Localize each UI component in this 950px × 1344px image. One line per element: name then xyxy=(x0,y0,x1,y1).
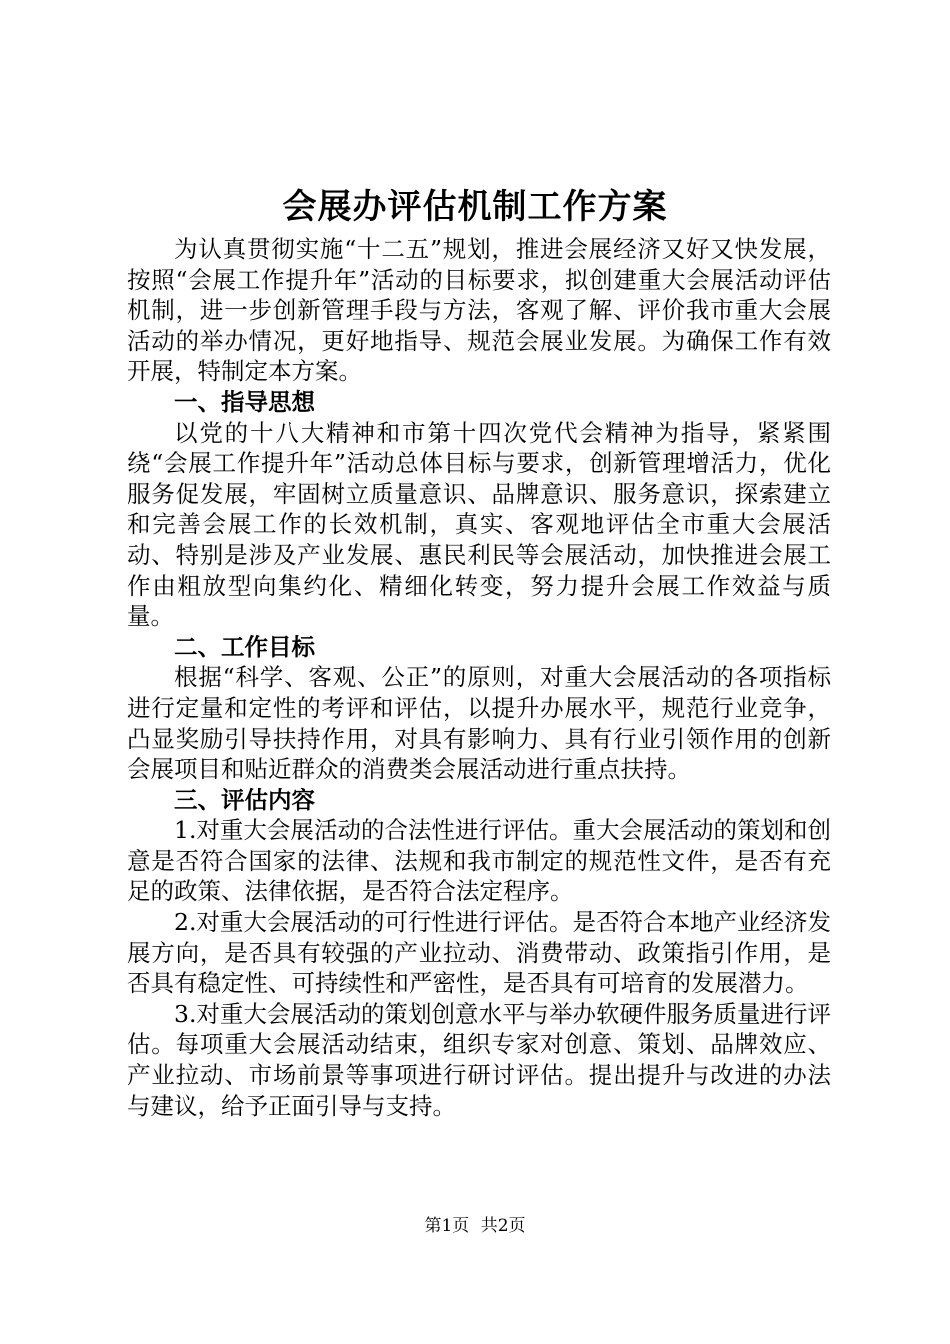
section-heading-guiding-thought: 一、指导思想 xyxy=(174,387,315,416)
evaluation-item-3: 3.对重大会展活动的策划创意水平与举办软硬件服务质量进行评估。每项重大会展活动结束，组织专家对创意、策划、品牌效应、产业拉动、市场前景等事项进行研讨评估。提出提升与改进的办法与建议，给予正面引导与支持。 xyxy=(127,999,831,1120)
guiding-thought-paragraph: 以党的十八大精神和市第十四次党代会精神为指导，紧紧围绕“会展工作提升年”活动总体目标与要求，创新管理增活力，优化服务促发展，牢固树立质量意识、品牌意识、服务意识，探索建立和完善会展工作的长效机制，真实、客观地评估全市重大会展活动、特别是涉及产业发展、惠民利民等会展活动，加快推进会展工作由粗放型向集约化、精细化转变，努力提升会展工作效益与质量。 xyxy=(127,418,831,631)
evaluation-item-2: 2.对重大会展活动的可行性进行评估。是否符合本地产业经济发展方向，是否具有较强的产业拉动、消费带动、政策指引作用，是否具有稳定性、可持续性和严密性，是否具有可培育的发展潜力。 xyxy=(127,908,831,998)
document-title: 会展办评估机制工作方案 xyxy=(282,187,668,227)
evaluation-item-1: 1.对重大会展活动的合法性进行评估。重大会展活动的策划和创意是否符合国家的法律、法规和我市制定的规范性文件，是否有充足的政策、法律依据，是否符合法定程序。 xyxy=(127,816,831,906)
work-goals-paragraph: 根据“科学、客观、公正”的原则，对重大会展活动的各项指标进行定量和定性的考评和评估，以提升办展水平，规范行业竞争，凸显奖励引导扶持作用，对具有影响力、具有行业引领作用的创新会展项目和贴近群众的消费类会展活动进行重点扶持。 xyxy=(127,663,831,784)
section-heading-evaluation-content: 三、评估内容 xyxy=(174,785,315,814)
page-number-current: 第1页 xyxy=(424,1216,470,1236)
section-heading-work-goals: 二、工作目标 xyxy=(174,632,315,661)
page-number-total: 共2页 xyxy=(480,1216,526,1236)
page-footer xyxy=(0,1214,950,1238)
intro-paragraph: 为认真贯彻实施“十二五”规划，推进会展经济又好又快发展，按照“会展工作提升年”活动的目标要求，拟创建重大会展活动评估机制，进一步创新管理手段与方法，客观了解、评价我市重大会展活动的举办情况，更好地指导、规范会展业发展。为确保工作有效开展，特制定本方案。 xyxy=(127,235,831,386)
document-body xyxy=(127,234,831,1121)
